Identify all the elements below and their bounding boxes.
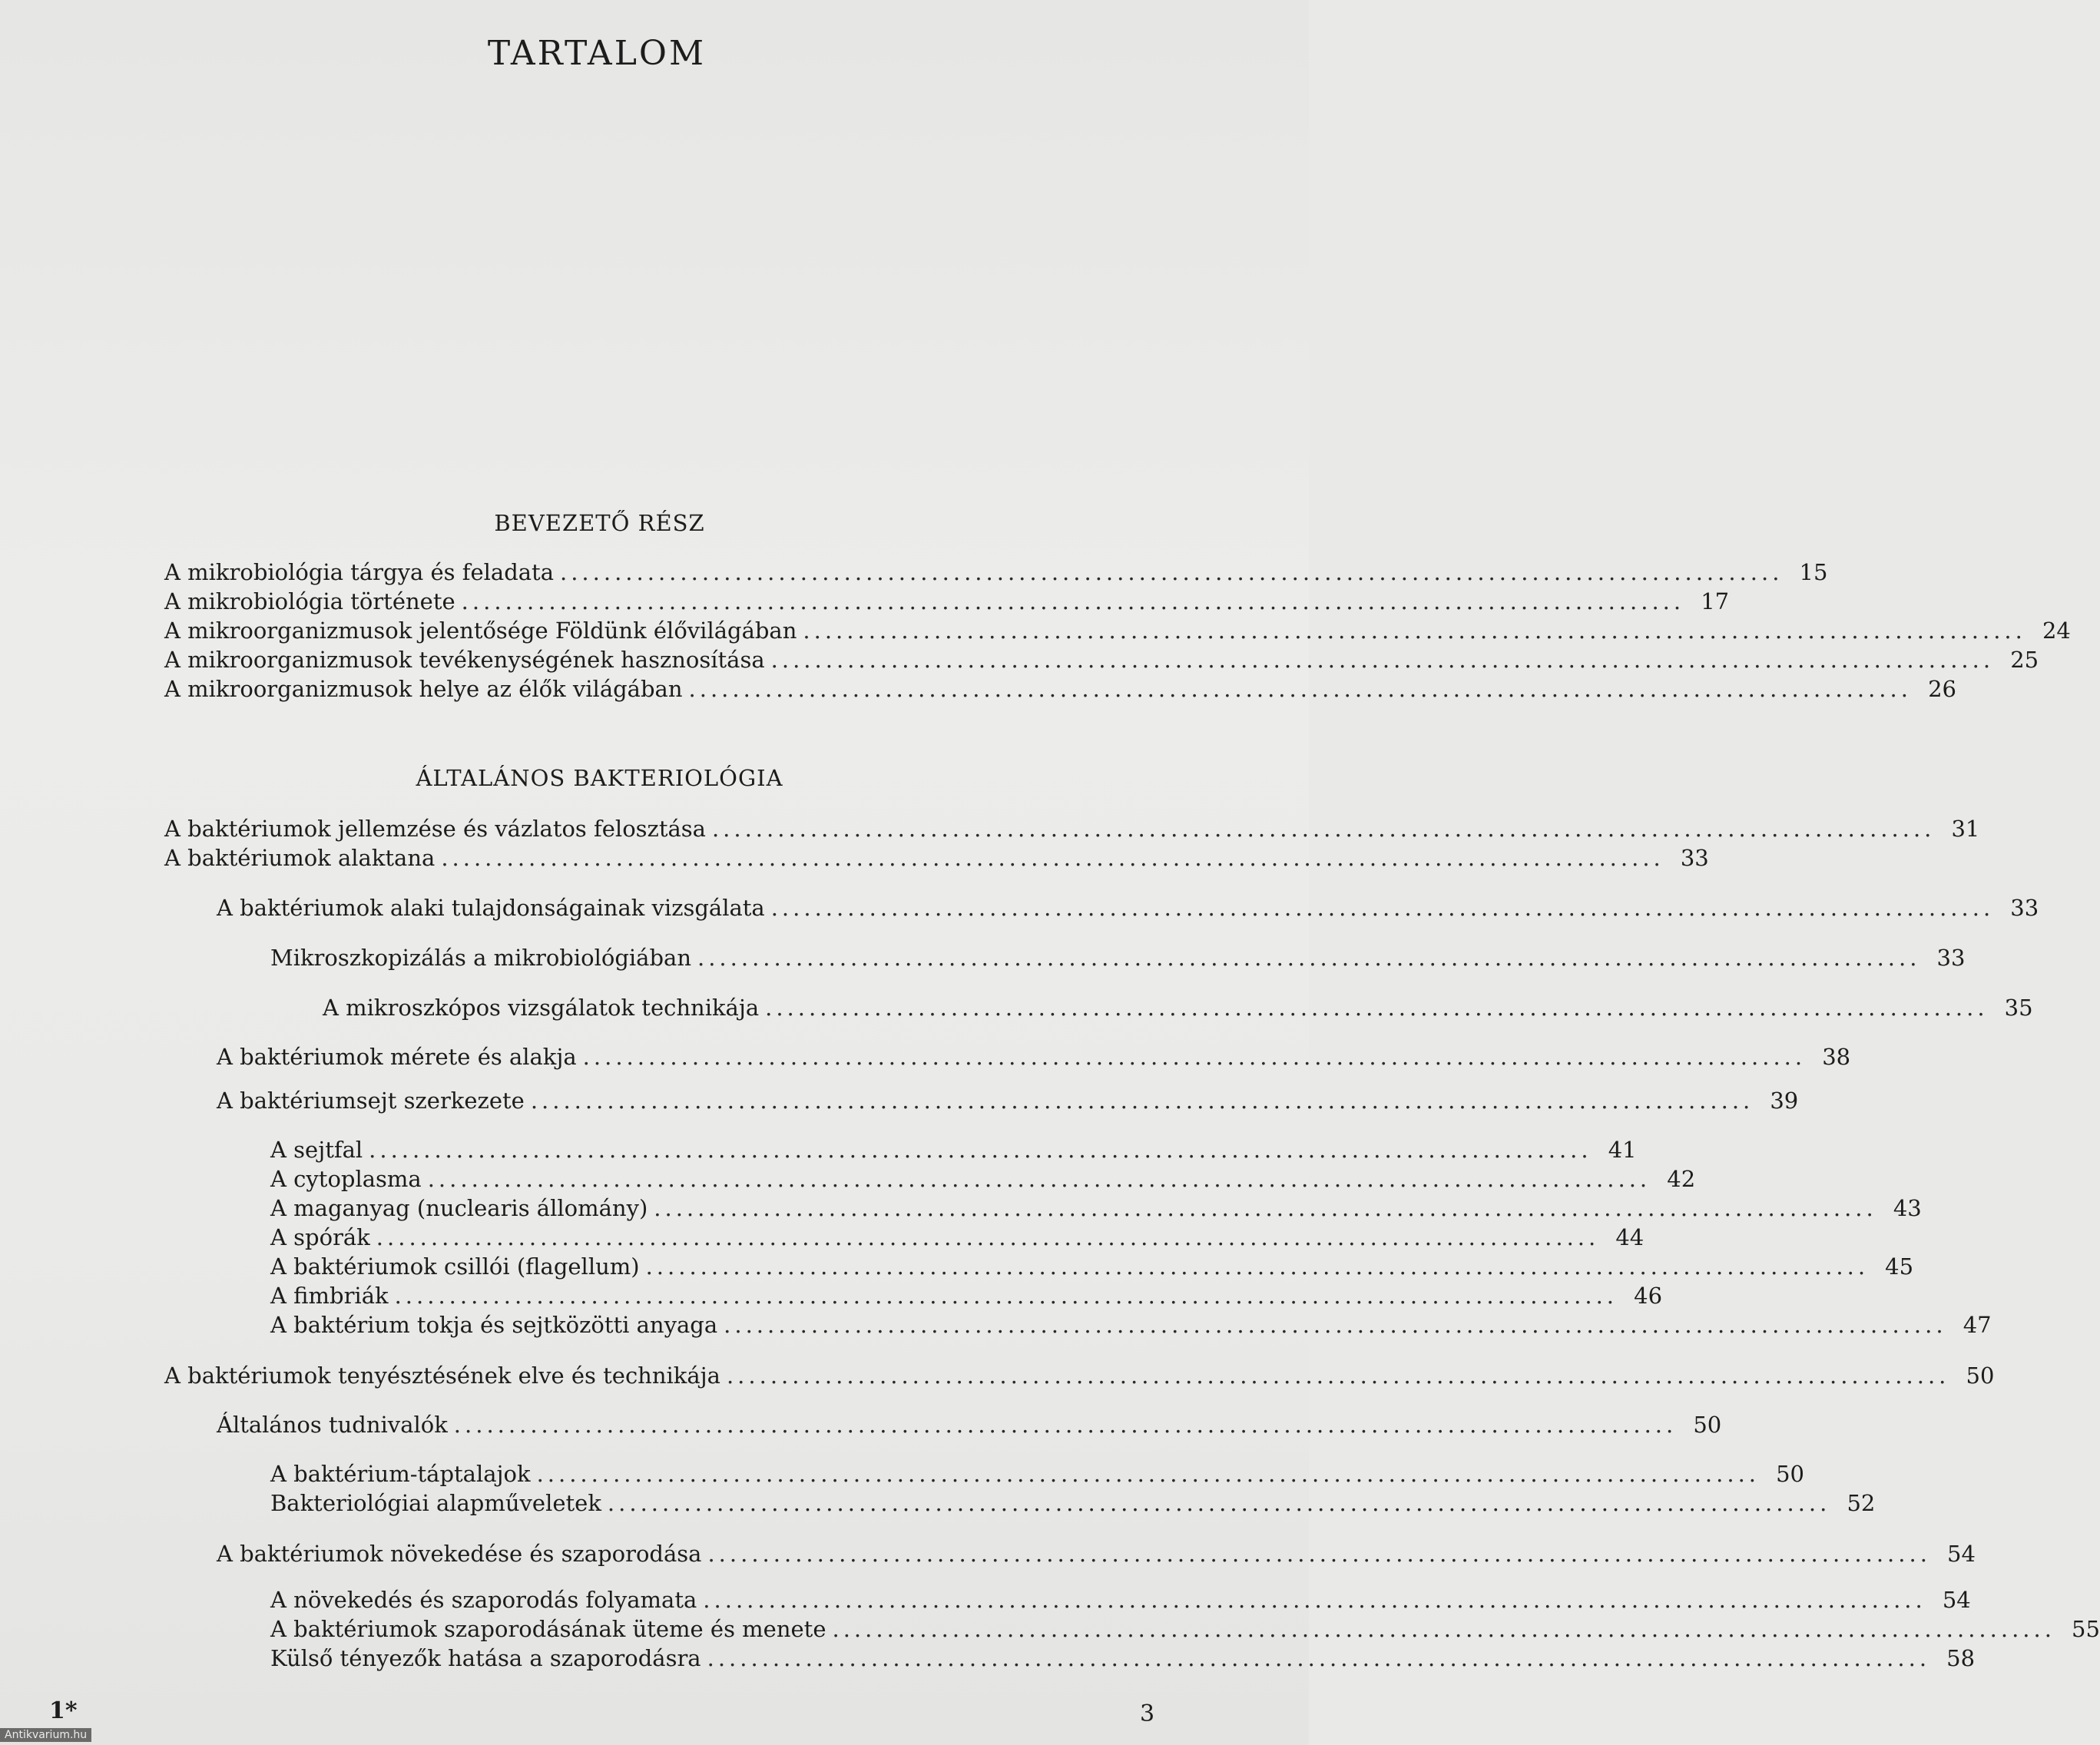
- toc-entry-label: A baktériumok szaporodásának üteme és menete: [270, 1616, 826, 1642]
- toc-entry-label: Külső tényezők hatása a szaporodásra: [270, 1645, 701, 1671]
- toc-entry: [217, 895, 2039, 924]
- dot-leader: ................................................................................................................: [427, 1166, 1651, 1192]
- toc-entry-page: 47: [1963, 1312, 1992, 1338]
- section-heading-altalanos-bakteriologia: ÁLTALÁNOS BAKTERIOLÓGIA: [416, 765, 783, 791]
- signature-mark: 1*: [49, 1697, 78, 1724]
- toc-entry: [270, 1166, 1696, 1195]
- toc-entry-label: A mikrobiológia tárgya és feladata: [164, 559, 554, 585]
- toc-entry: [164, 676, 1956, 705]
- toc-entry-page: 50: [1693, 1412, 1722, 1438]
- dot-leader: ................................................................................................................: [707, 1541, 1931, 1567]
- dot-leader: ................................................................................................................: [453, 1412, 1678, 1438]
- toc-entry: [164, 816, 1980, 845]
- dot-leader: ................................................................................................................: [582, 1044, 1807, 1070]
- toc-entry: [270, 945, 1966, 974]
- dot-leader: ................................................................................................................: [369, 1137, 1592, 1163]
- dot-leader: ................................................................................................................: [770, 895, 1995, 921]
- toc-entry-page: 44: [1615, 1224, 1645, 1250]
- toc-entry-label: A mikroorganizmusok helye az élők világában: [164, 676, 683, 702]
- toc-entry: [270, 1616, 2100, 1645]
- dot-leader: ................................................................................................................: [394, 1283, 1618, 1309]
- toc-entry-label: A maganyag (nuclearis állomány): [270, 1195, 648, 1221]
- toc-entry-page: 54: [1942, 1587, 1971, 1613]
- toc-entry: [270, 1490, 1876, 1519]
- toc-entry: [164, 618, 2071, 647]
- toc-entry: [270, 1195, 1922, 1224]
- toc-entry: [164, 559, 1828, 588]
- dot-leader: ................................................................................................................: [645, 1253, 1870, 1280]
- dot-leader: ................................................................................................................: [530, 1088, 1754, 1114]
- section-heading-bevezeto: BEVEZETŐ RÉSZ: [494, 510, 705, 536]
- toc-entry-label: A baktériumsejt szerkezete: [217, 1088, 525, 1114]
- dot-leader: ................................................................................................................: [376, 1224, 1600, 1250]
- dot-leader: ................................................................................................................: [560, 559, 1784, 585]
- toc-entry-page: 46: [1634, 1283, 1663, 1309]
- toc-entry: [217, 1541, 1976, 1570]
- toc-entry-label: A baktériumok növekedése és szaporodása: [217, 1541, 702, 1567]
- toc-entry-label: A növekedés és szaporodás folyamata: [270, 1587, 697, 1613]
- toc-entry-label: A baktérium tokja és sejtközötti anyaga: [270, 1312, 718, 1338]
- toc-entry-label: A baktériumok tenyésztésének elve és technikája: [164, 1363, 720, 1389]
- toc-entry: [270, 1224, 1645, 1253]
- toc-entry: [217, 1044, 1851, 1073]
- toc-entry-page: 33: [1680, 845, 1709, 871]
- dot-leader: ................................................................................................................: [697, 945, 1921, 971]
- toc-entry-label: A mikroorganizmusok tevékenységének hasznosítása: [164, 647, 765, 673]
- dot-leader: ................................................................................................................: [654, 1195, 1877, 1221]
- toc-entry: [164, 845, 1709, 874]
- toc-entry: [164, 588, 1730, 618]
- toc-entry-page: 39: [1770, 1088, 1799, 1114]
- toc-entry-page: 33: [1936, 945, 1966, 971]
- toc-entry-label: A sejtfal: [270, 1137, 363, 1163]
- toc-entry-page: 50: [1776, 1461, 1805, 1487]
- toc-entry-label: A cytoplasma: [270, 1166, 422, 1192]
- toc-entry-page: 55: [2072, 1616, 2100, 1642]
- dot-leader: ................................................................................................................: [724, 1312, 1947, 1338]
- toc-entry: [323, 995, 2033, 1024]
- toc-entry-page: 54: [1947, 1541, 1976, 1567]
- toc-entry: [217, 1088, 1799, 1117]
- toc-entry-page: 52: [1847, 1490, 1876, 1516]
- toc-entry-label: A baktériumok mérete és alakja: [217, 1044, 577, 1070]
- toc-entry-page: 50: [1966, 1363, 1995, 1389]
- toc-entry-label: A spórák: [270, 1224, 370, 1250]
- toc-entry: [270, 1587, 1971, 1616]
- toc-entry: [270, 1312, 1992, 1341]
- toc-entry-label: A baktériumok csillói (flagellum): [270, 1253, 640, 1280]
- toc-entry-page: 41: [1608, 1137, 1637, 1163]
- toc-entry-page: 43: [1893, 1195, 1922, 1221]
- dot-leader: ................................................................................................................: [770, 647, 1995, 673]
- dot-leader: ................................................................................................................: [765, 995, 1989, 1021]
- toc-entry-page: 42: [1667, 1166, 1696, 1192]
- toc-entry: [270, 1253, 1914, 1283]
- dot-leader: ................................................................................................................: [726, 1363, 1950, 1389]
- toc-entry-page: 31: [1951, 816, 1980, 842]
- toc-entry-page: 15: [1799, 559, 1828, 585]
- dot-leader: ................................................................................................................: [441, 845, 1664, 871]
- toc-entry: [270, 1461, 1805, 1490]
- toc-entry-label: A mikroszkópos vizsgálatok technikája: [323, 995, 760, 1021]
- toc-entry-page: 26: [1928, 676, 1956, 702]
- toc-entry-label: A baktériumok jellemzése és vázlatos felosztása: [164, 816, 706, 842]
- dot-leader: ................................................................................................................: [803, 618, 2026, 644]
- toc-entry: [217, 1412, 1722, 1441]
- toc-entry-label: Mikroszkopizálás a mikrobiológiában: [270, 945, 691, 971]
- dot-leader: ................................................................................................................: [536, 1461, 1760, 1487]
- toc-entry: [164, 1363, 1995, 1392]
- dot-leader: ................................................................................................................: [461, 588, 1685, 614]
- toc-entry-page: 33: [2010, 895, 2039, 921]
- toc-entry-label: A mikroorganizmusok jelentősége Földünk élővilágában: [164, 618, 797, 644]
- dot-leader: ................................................................................................................: [832, 1616, 2055, 1642]
- toc-entry: [270, 1283, 1663, 1312]
- dot-leader: ................................................................................................................: [607, 1490, 1831, 1516]
- toc-entry-label: A baktérium-táptalajok: [270, 1461, 531, 1487]
- page-title: TARTALOM: [487, 34, 707, 73]
- toc-entry-page: 58: [1946, 1645, 1976, 1671]
- page-number: 3: [1140, 1700, 1155, 1727]
- toc-entry-page: 35: [2004, 995, 2033, 1021]
- toc-entry-label: A baktériumok alaktana: [164, 845, 436, 871]
- dot-leader: ................................................................................................................: [707, 1645, 1931, 1671]
- toc-entry-page: 17: [1701, 588, 1730, 614]
- dot-leader: ................................................................................................................: [703, 1587, 1926, 1613]
- toc-entry-label: A fimbriák: [270, 1283, 389, 1309]
- toc-entry-label: A mikrobiológia története: [164, 588, 455, 614]
- toc-entry: [270, 1137, 1637, 1166]
- dot-leader: ................................................................................................................: [711, 816, 1936, 842]
- toc-entry-page: 24: [2042, 618, 2071, 644]
- toc-entry-label: Általános tudnivalók: [217, 1412, 448, 1438]
- toc-entry-page: 38: [1822, 1044, 1851, 1070]
- toc-entry: [164, 647, 2039, 676]
- toc-entry-label: A baktériumok alaki tulajdonságainak vizsgálata: [217, 895, 765, 921]
- dot-leader: ................................................................................................................: [688, 676, 1912, 702]
- toc-entry-page: 25: [2010, 647, 2039, 673]
- toc-entry: [270, 1645, 1976, 1674]
- toc-entry-page: 45: [1885, 1253, 1914, 1280]
- watermark-label: Antikvarium.hu: [0, 1728, 91, 1742]
- toc-entry-label: Bakteriológiai alapműveletek: [270, 1490, 601, 1516]
